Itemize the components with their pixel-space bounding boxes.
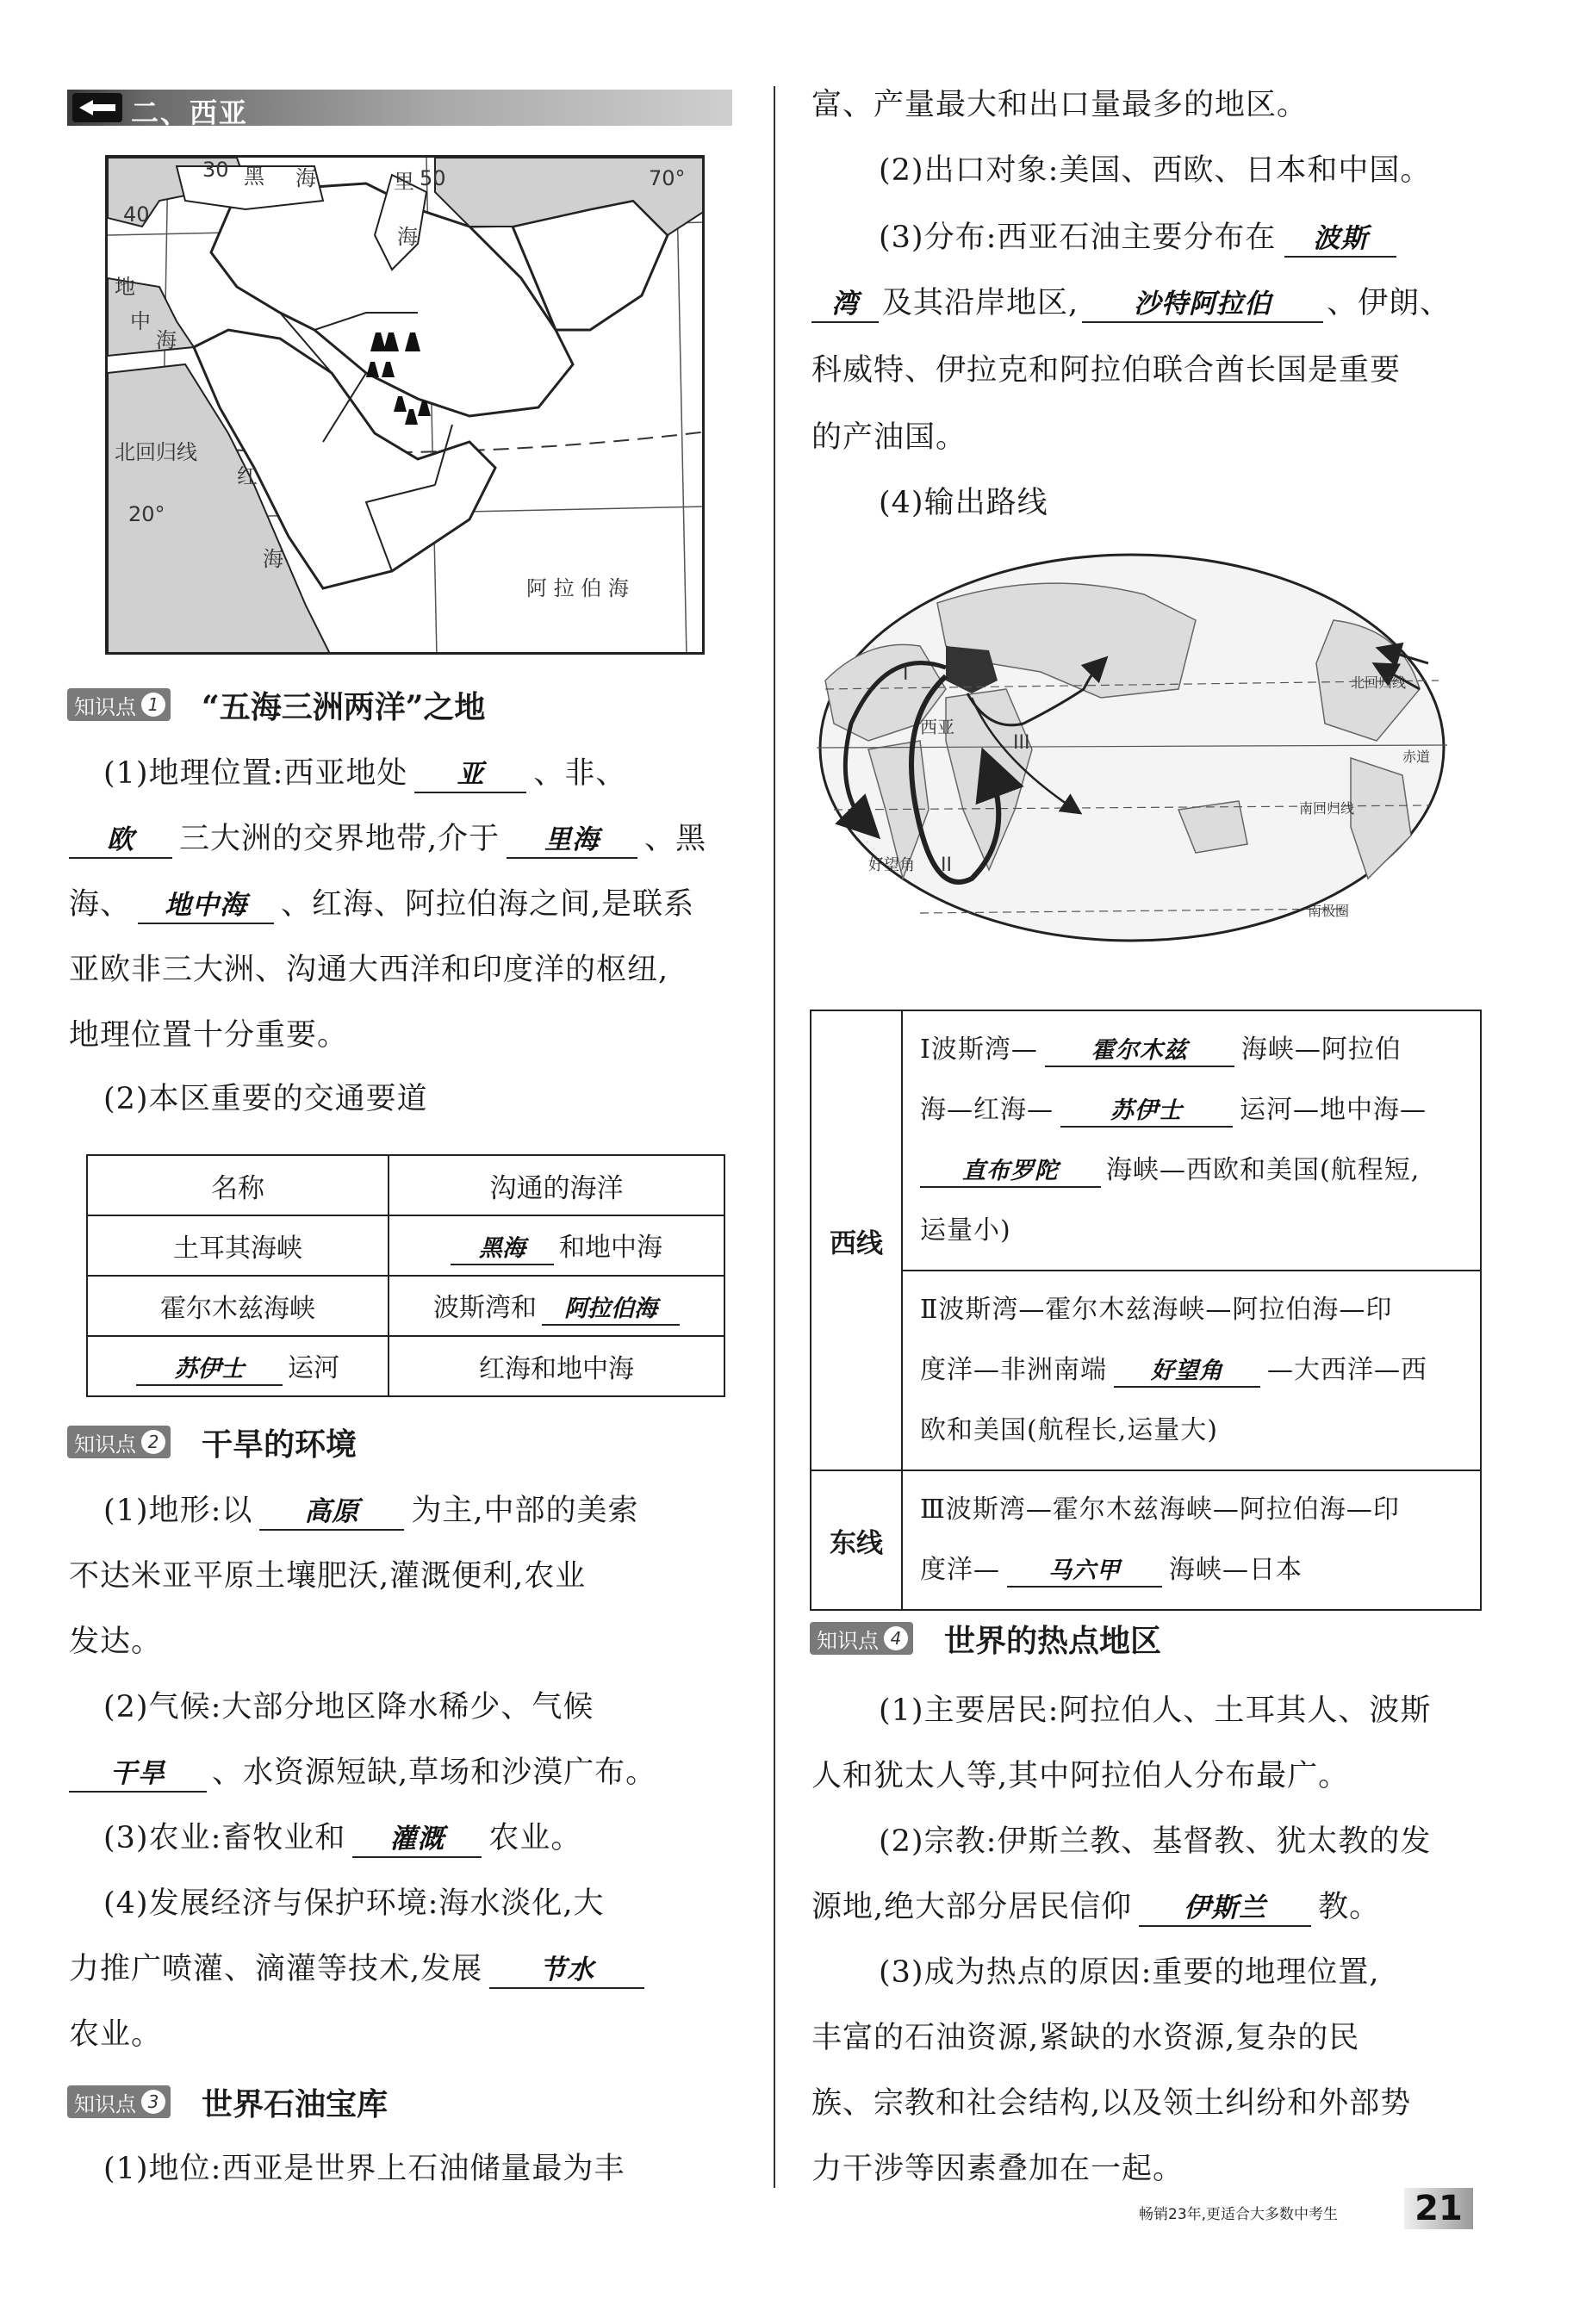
west-asia-map [105, 155, 705, 655]
answer-blank: 霍尔木兹 [1045, 1036, 1234, 1067]
table-cell: 土耳其海峡 [87, 1215, 389, 1276]
kp3-right-line-4: 湾 及其沿岸地区, 沙特阿拉伯 、伊朗、 [811, 284, 1451, 323]
route-west-2: Ⅱ波斯湾—霍尔木兹海峡—阿拉伯海—印 度洋—非洲南端 好望角 —大西洋—西 欧和美国(航程长,运量大) [902, 1271, 1481, 1470]
table-cell: 霍尔木兹海峡 [87, 1276, 389, 1336]
knowledge-point-2-heading [67, 1423, 357, 1461]
kp3-right-line-2: (2)出口对象:美国、西欧、日本和中国。 [879, 153, 1432, 188]
answer-blank: 地中海 [138, 888, 274, 924]
table-row [811, 1271, 1481, 1470]
knowledge-point-title: “五海三洲两洋”之地 [202, 688, 486, 725]
table-cell: 波斯湾和 阿拉伯海 [389, 1276, 724, 1336]
kp2-line-9: 农业。 [69, 2017, 163, 2052]
table-cell: 黑海 和地中海 [389, 1215, 724, 1276]
answer-blank: 马六甲 [1007, 1557, 1162, 1588]
kp3-right-line-5: 科威特、伊拉克和阿拉伯联合酋长国是重要 [811, 353, 1402, 388]
pointing-hand-icon [72, 93, 122, 122]
kp2-line-4: (2)气候:大部分地区降水稀少、气候 [103, 1690, 594, 1724]
map-label-tropic-n: 北回归线 [1351, 674, 1407, 691]
table-cell: 苏伊士 运河 [87, 1336, 389, 1396]
map-label-caspian-2: 海 [397, 225, 418, 249]
answer-blank: 波斯 [1284, 221, 1396, 258]
answer-blank: 欧 [69, 823, 172, 859]
kp4-line-7: 族、宗教和社会结构,以及领土纠纷和外部势 [811, 2086, 1412, 2121]
map-label-polar: 南极圈 [1308, 903, 1350, 919]
table-cell: 红海和地中海 [389, 1336, 724, 1396]
knowledge-point-4-heading [810, 1619, 1161, 1657]
kp4-line-3: (2)宗教:伊斯兰教、基督教、犹太教的发 [879, 1824, 1432, 1859]
kp1-line-6: (2)本区重要的交通要道 [103, 1082, 428, 1116]
answer-blank: 亚 [414, 757, 526, 793]
answer-blank: 里海 [507, 823, 637, 859]
map-label-west-asia: 西亚 [920, 717, 954, 737]
kp2-line-8: 力推广喷灌、滴灌等技术,发展 节水 [69, 1950, 644, 1989]
kp3-right-line-3: (3)分布:西亚石油主要分布在 波斯 [879, 219, 1396, 258]
route-label-west: 西线 [811, 1010, 902, 1470]
map-label-route-1: I [903, 663, 909, 685]
map-label-lat20: 20° [128, 502, 165, 526]
map-label-tropic-s: 南回归线 [1299, 800, 1355, 817]
kp3-right-line-6: 的产油国。 [811, 420, 967, 455]
map-label-med-1: 地 [115, 275, 135, 299]
answer-blank: 苏伊士 [136, 1355, 283, 1386]
kp1-line-5: 地理位置十分重要。 [69, 1018, 349, 1053]
world-map-graphic [817, 551, 1447, 943]
map-label-lat40: 40 [123, 202, 150, 227]
table-row [87, 1276, 724, 1336]
kp2-line-6: (3)农业:畜牧业和 灌溉 农业。 [103, 1819, 581, 1858]
answer-blank: 沙特阿拉伯 [1082, 287, 1323, 323]
page-number: 21 [1404, 2188, 1473, 2229]
section-title: 二、西亚 [131, 96, 249, 129]
knowledge-point-tag: 知识点 3 [67, 2085, 171, 2118]
knowledge-point-3-heading [67, 2083, 388, 2121]
section-banner [67, 90, 732, 129]
kp3-right-line-7: (4)输出路线 [879, 486, 1048, 520]
answer-blank: 节水 [489, 1953, 644, 1989]
knowledge-point-tag: 知识点 1 [67, 688, 171, 721]
map-label-black-sea-1: 黑 [244, 165, 264, 189]
answer-blank: 好望角 [1114, 1357, 1260, 1388]
map-label-route-2: II [941, 854, 952, 876]
map-label-lat30: 30 [202, 158, 229, 182]
map-label-caspian-1: 里 [394, 170, 414, 194]
map-label-lon50: 50 [420, 166, 446, 190]
kp2-line-5: 干旱 、水资源短缺,草场和沙漠广布。 [69, 1754, 656, 1793]
knowledge-point-title: 干旱的环境 [202, 1426, 358, 1463]
answer-blank: 黑海 [451, 1234, 554, 1265]
kp4-line-2: 人和犹太人等,其中阿拉伯人分布最广。 [811, 1759, 1350, 1793]
table-row [87, 1215, 724, 1276]
map-label-med-2: 中 [130, 309, 151, 333]
export-routes-table [810, 1010, 1482, 1611]
map-label-red-1: 红 [237, 464, 258, 488]
table-header-oceans: 沟通的海洋 [389, 1155, 724, 1215]
kp4-line-4: 源地,绝大部分居民信仰 伊斯兰 教。 [811, 1888, 1380, 1927]
map-label-red-2: 海 [263, 547, 283, 571]
map-label-equator: 赤道 [1402, 749, 1431, 765]
knowledge-point-title: 世界石油宝库 [202, 2085, 389, 2122]
answer-blank: 湾 [811, 287, 879, 323]
kp1-line-1: (1)地理位置:西亚地处 亚 、非、 [103, 755, 626, 793]
table-row [811, 1010, 1481, 1271]
kp1-line-4: 亚欧非三大洲、沟通大西洋和印度洋的枢纽, [69, 953, 669, 987]
route-west-1: Ⅰ波斯湾— 霍尔木兹 海峡—阿拉伯 海—红海— 苏伊士 运河—地中海— 直布罗陀 海峡—西欧和美国(航程短, 运量小) [902, 1010, 1481, 1271]
kp1-line-3: 海、 地中海 、红海、阿拉伯海之间,是联系 [69, 885, 694, 924]
answer-blank: 灌溉 [352, 1822, 482, 1858]
kp3-line-1: (1)地位:西亚是世界上石油储量最为丰 [103, 2152, 625, 2186]
route-east: Ⅲ波斯湾—霍尔木兹海峡—阿拉伯海—印 度洋— 马六甲 海峡—日本 [902, 1470, 1481, 1610]
kp4-line-8: 力干涉等因素叠加在一起。 [811, 2152, 1184, 2186]
kp2-line-1: (1)地形:以 高原 为主,中部的美索 [103, 1492, 639, 1531]
traffic-routes-table [86, 1154, 725, 1397]
route-label-east: 东线 [811, 1470, 902, 1610]
footer-note: 畅销23年,更适合大多数中考生 [1139, 2206, 1339, 2223]
column-divider [774, 86, 775, 2188]
kp4-line-6: 丰富的石油资源,紧缺的水资源,复杂的民 [811, 2021, 1360, 2055]
map-label-black-sea-2: 海 [295, 166, 316, 190]
answer-blank: 干旱 [69, 1756, 207, 1793]
answer-blank: 高原 [259, 1494, 404, 1531]
kp4-line-1: (1)主要居民:阿拉伯人、土耳其人、波斯 [879, 1693, 1432, 1728]
map-label-lon70: 70° [649, 166, 686, 190]
table-row [87, 1336, 724, 1396]
map-label-arabian-sea: 阿 拉 伯 海 [526, 576, 629, 600]
knowledge-point-title: 世界的热点地区 [944, 1622, 1162, 1659]
kp3-right-line-1: 富、产量最大和出口量最多的地区。 [811, 88, 1309, 122]
kp1-line-2: 欧 三大洲的交界地带,介于 里海 、黑 [69, 820, 706, 859]
answer-blank: 苏伊士 [1060, 1097, 1233, 1128]
kp2-line-7: (4)发展经济与保护环境:海水淡化,大 [103, 1886, 605, 1921]
map-label-tropic: 北回归线 [115, 440, 197, 464]
map-label-route-3: III [1013, 732, 1030, 754]
map-label-med-3: 海 [156, 328, 177, 352]
table-header-row [87, 1155, 724, 1215]
knowledge-point-tag: 知识点 4 [810, 1622, 913, 1655]
map-label-cape: 好望角 [868, 856, 915, 874]
knowledge-point-1-heading [67, 686, 485, 724]
answer-blank: 直布罗陀 [920, 1157, 1101, 1188]
knowledge-point-tag: 知识点 2 [67, 1426, 171, 1458]
table-header-name: 名称 [87, 1155, 389, 1215]
kp2-line-3: 发达。 [69, 1625, 163, 1659]
kp4-line-5: (3)成为热点的原因:重要的地理位置, [879, 1955, 1380, 1990]
answer-blank: 阿拉伯海 [542, 1295, 680, 1326]
answer-blank: 伊斯兰 [1139, 1891, 1311, 1927]
table-row [811, 1470, 1481, 1610]
oil-export-routes-map [817, 551, 1447, 943]
kp2-line-2: 不达米亚平原土壤肥沃,灌溉便利,农业 [69, 1559, 587, 1594]
